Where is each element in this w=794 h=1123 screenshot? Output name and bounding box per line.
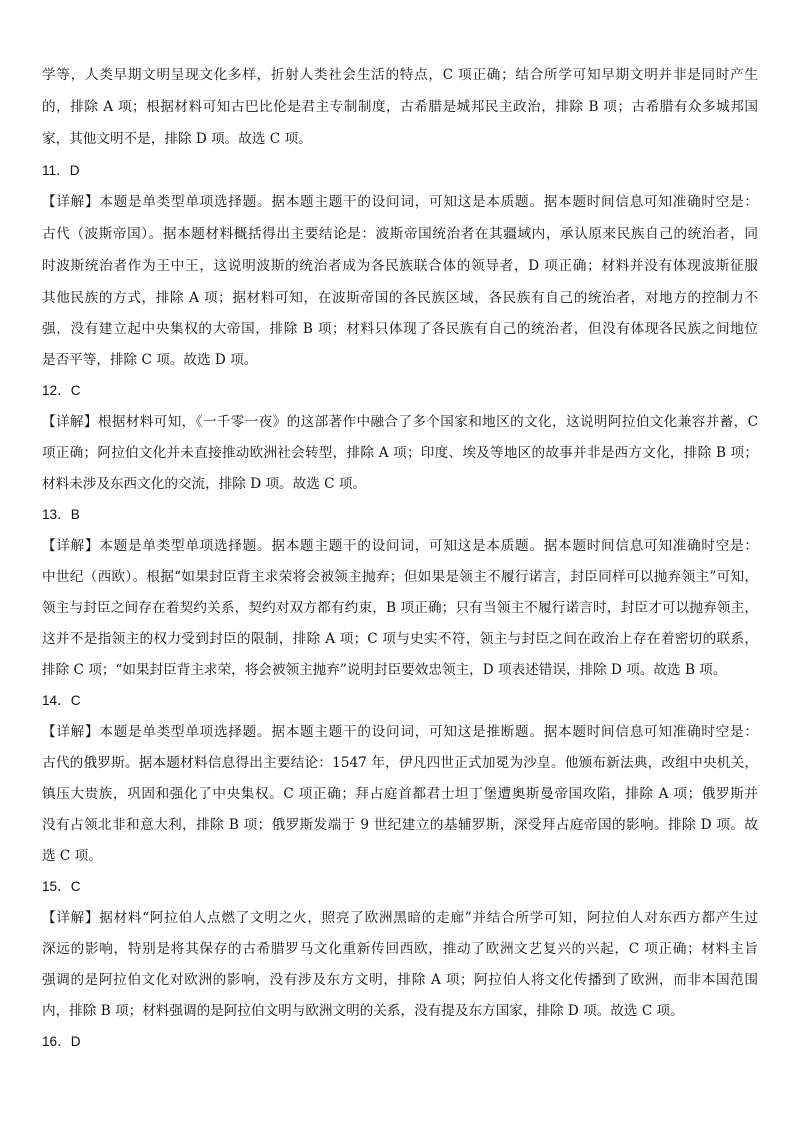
text-line: 时波斯统治者作为王中王，这说明波斯的统治者成为各民族联合体的领导者，D 项正确；材料并没有体现波斯征服	[42, 258, 758, 274]
text-line: 是否平等，排除 C 项。故选 D 项。	[42, 352, 258, 368]
text-line: 【详解】本题是单类型单项选择题。据本题主题干的设问词，可知这是本质题。据本题时间信息可知准确时空是：	[42, 538, 758, 554]
text-line: 选 C 项。	[42, 848, 102, 864]
text-line: 排除 C 项；“如果封臣背主求荣，将会被领主抛弃”说明封臣要效忠领主，D 项表述错误，排除 D 项。故选 B 项。	[42, 662, 727, 678]
text-line: 【详解】本题是单类型单项选择题。据本题主题干的设问词，可知这是推断题。据本题时间信息可知准确时空是：	[42, 724, 758, 740]
answer-number: 16．D	[42, 1034, 81, 1049]
text-line: 强调的是阿拉伯文化对欧洲的影响，没有涉及东方文明，排除 A 项；阿拉伯人将文化传播到了欧洲，而非本国范围	[42, 972, 758, 988]
text-line: 古代的俄罗斯。据本题材料信息得出主要结论：1547 年，伊凡四世正式加冕为沙皇。他颁布新法典，改组中央机关，	[42, 755, 758, 771]
text-line: 【详解】本题是单类型单项选择题。据本题主题干的设问词，可知这是本质题。据本题时间信息可知准确时空是：	[42, 194, 758, 210]
text-line: 内，排除 B 项；材料强调的是阿拉伯文明与欧洲文明的关系，没有提及东方国家，排除 D 项。故选 C 项。	[42, 1003, 684, 1019]
text-line: 材料未涉及东西文化的交流，排除 D 项。故选 C 项。	[42, 476, 367, 492]
text-line: 其他民族的方式，排除 A 项；据材料可知，在波斯帝国的各民族区域，各民族有自己的统治者，对地方的控制力不	[42, 290, 758, 306]
answer-number: 12．C	[42, 383, 81, 398]
text-line: 项正确；阿拉伯文化并未直接推动欧洲社会转型，排除 A 项；印度、埃及等地区的故事并非是西方文化，排除 B 项；	[42, 445, 758, 461]
text-line: 没有占领北非和意大利，排除 B 项；俄罗斯发端于 9 世纪建立的基辅罗斯，深受拜占庭帝国的影响。排除 D 项。故	[42, 817, 758, 833]
text-line: 强，没有建立起中央集权的大帝国，排除 B 项；材料只体现了各民族有自己的统治者，但没有体现各民族之间地位	[42, 321, 758, 337]
text-line: 【详解】根据材料可知，《一千零一夜》的这部著作中融合了多个国家和地区的文化，这说明阿拉伯文化兼容并蓄，C	[42, 414, 758, 430]
text-line: 家，其他文明不是，排除 D 项。故选 C 项。	[42, 131, 312, 147]
answer-number: 11．D	[42, 163, 80, 178]
text-line: 镇压大贵族，巩固和强化了中央集权。C 项正确；拜占庭首都君士坦丁堡遭奥斯曼帝国攻陷，排除 A 项；俄罗斯并	[42, 786, 758, 802]
text-line: 这并不是指领主的权力受到封臣的限制，排除 A 项；C 项与史实不符，领主与封臣之间在政治上存在着密切的联系，	[42, 631, 758, 647]
text-line: 中世纪（西欧）。根据“如果封臣背主求荣将会被领主抛弃；但如果是领主不履行诺言，封臣同样可以抛弃领主”可知，	[42, 569, 758, 585]
answer-number: 14．C	[42, 693, 81, 708]
text-line: 领主与封臣之间存在着契约关系，契约对双方都有约束，B 项正确；只有当领主不履行诺言时，封臣才可以抛弃领主，	[42, 600, 758, 616]
text-line: 学等，人类早期文明呈现文化多样，折射人类社会生活的特点，C 项正确；结合所学可知早期文明并非是同时产生	[42, 67, 758, 83]
text-line: 【详解】据材料“阿拉伯人点燃了文明之火，照亮了欧洲黑暗的走廊”并结合所学可知，阿拉伯人对东西方都产生过	[42, 910, 758, 926]
answer-number: 15．C	[42, 879, 81, 894]
text-line: 深远的影响，特别是将其保存的古希腊罗马文化重新传回西欧，推动了欧洲文艺复兴的兴起，C 项正确；材料主旨	[42, 941, 758, 957]
text-line: 古代（波斯帝国）。据本题材料概括得出主要结论是：波斯帝国统治者在其疆域内，承认原来民族自己的统治者，同	[42, 226, 758, 242]
answer-number: 13．B	[42, 507, 80, 522]
text-line: 的，排除 A 项；根据材料可知古巴比伦是君主专制制度，古希腊是城邦民主政治，排除 B 项；古希腊有众多城邦国	[42, 99, 758, 115]
